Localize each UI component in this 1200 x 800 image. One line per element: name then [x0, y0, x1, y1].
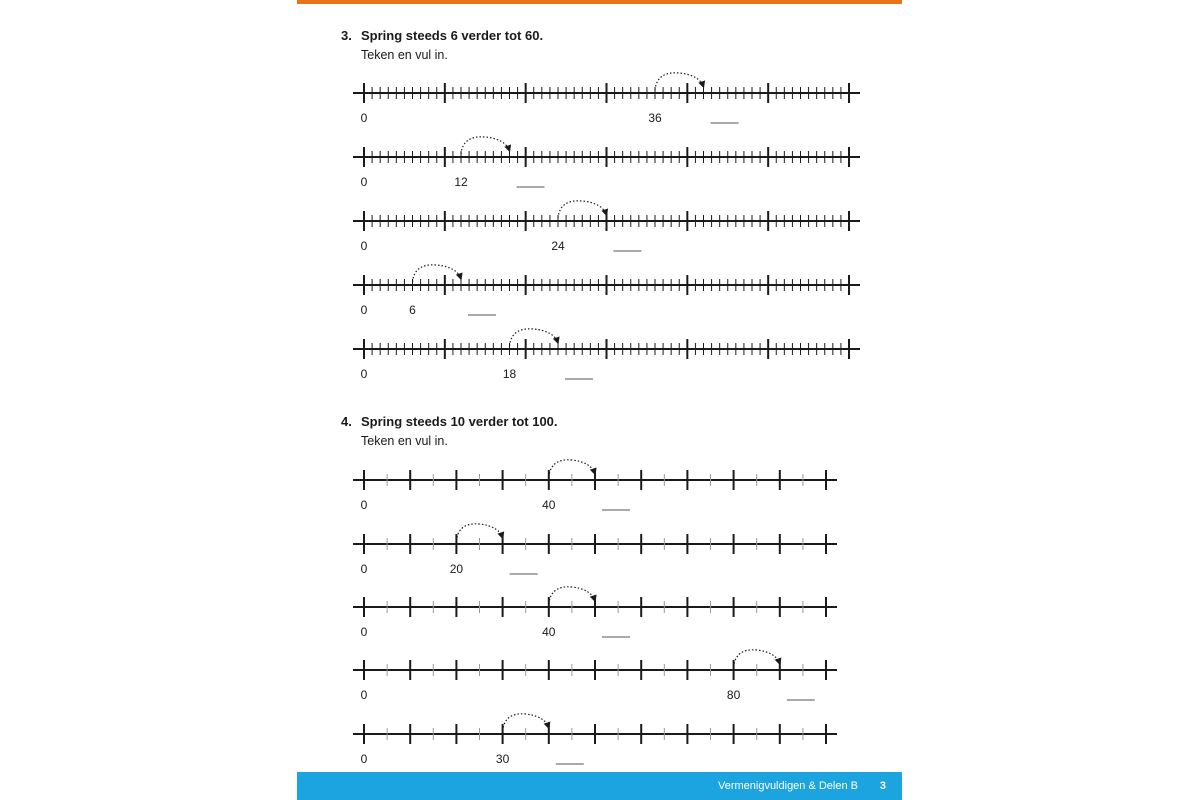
start-label: 0	[360, 562, 368, 576]
given-value-label: 80	[726, 688, 741, 702]
start-label: 0	[360, 367, 368, 381]
given-value-label: 18	[502, 367, 517, 381]
number-line	[353, 650, 837, 702]
exercise-3-number: 3.	[341, 28, 352, 43]
exercise-4-number-lines	[353, 460, 837, 766]
start-label: 0	[360, 752, 368, 766]
footer-title: Vermenigvuldigen & Delen B	[717, 780, 858, 792]
start-label: 0	[360, 498, 368, 512]
footer-bar	[297, 772, 902, 800]
given-value-label: 6	[409, 303, 416, 317]
exercise-4-title-text: Spring steeds 10 verder tot 100.	[361, 414, 558, 429]
number-line	[353, 137, 860, 189]
number-line	[353, 73, 860, 125]
number-line	[353, 460, 837, 512]
footer-page-number: 3	[879, 780, 886, 792]
number-line	[353, 329, 860, 381]
start-label: 0	[360, 688, 368, 702]
given-value-label: 20	[449, 562, 464, 576]
start-label: 0	[360, 625, 368, 639]
number-line	[353, 714, 837, 766]
given-value-label: 12	[454, 175, 468, 189]
given-value-label: 36	[648, 111, 662, 125]
exercise-4-number: 4.	[341, 414, 352, 429]
number-line	[353, 265, 860, 317]
exercise-4-instruction: Teken en vul in.	[361, 434, 448, 448]
start-label: 0	[360, 239, 368, 253]
given-value-label: 24	[551, 239, 565, 253]
given-value-label: 40	[542, 498, 556, 512]
number-line	[353, 201, 860, 253]
start-label: 0	[360, 175, 368, 189]
start-label: 0	[360, 303, 368, 317]
exercise-3-number-lines	[353, 73, 860, 381]
number-line	[353, 524, 837, 576]
exercise-3-title-text: Spring steeds 6 verder tot 60.	[361, 28, 544, 43]
exercise-3-instruction: Teken en vul in.	[361, 48, 448, 62]
start-label: 0	[360, 111, 368, 125]
given-value-label: 40	[542, 625, 556, 639]
given-value-label: 30	[495, 752, 510, 766]
number-line	[353, 587, 837, 639]
